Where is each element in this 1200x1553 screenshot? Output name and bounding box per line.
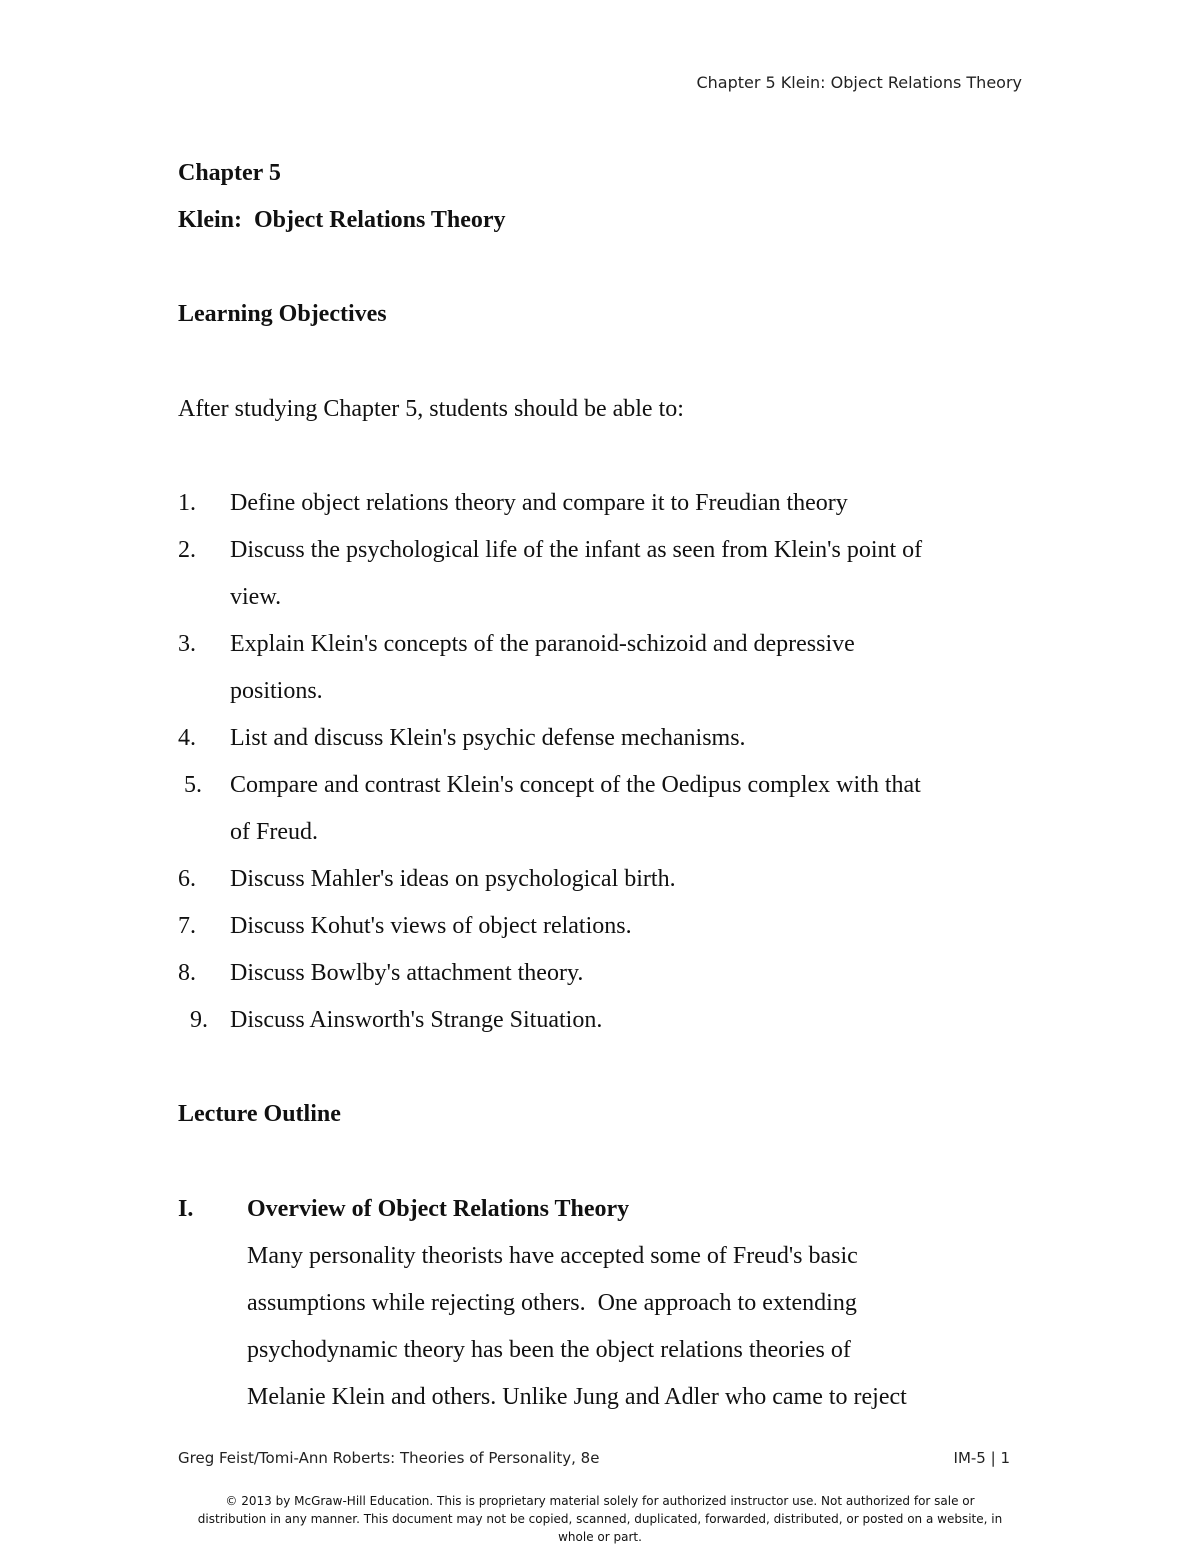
objective-number: 7. bbox=[178, 913, 196, 939]
footer-page-number: IM-5 | 1 bbox=[953, 1449, 1010, 1467]
objective-text: Compare and contrast Klein's concept of the Oedipus complex with that bbox=[230, 772, 921, 798]
objective-number: 5. bbox=[178, 772, 202, 798]
copyright-line: distribution in any manner. This document may not be copied, scanned, duplicated, forwarded, distributed, or posted on a website, in bbox=[197, 1512, 1003, 1526]
section-title: Overview of Object Relations Theory bbox=[247, 1196, 630, 1222]
section-body-line: Many personality theorists have accepted some of Freud's basic bbox=[247, 1243, 858, 1269]
objective-text: Define object relations theory and compare it to Freudian theory bbox=[230, 490, 848, 516]
objective-text: Discuss Mahler's ideas on psychological birth. bbox=[230, 866, 676, 892]
objective-number: 9. bbox=[178, 1007, 208, 1033]
objective-text: Explain Klein's concepts of the paranoid-schizoid and depressive bbox=[230, 631, 855, 657]
chapter-title: Klein: Object Relations Theory bbox=[178, 207, 506, 233]
section-body-line: psychodynamic theory has been the object relations theories of bbox=[247, 1337, 851, 1363]
objective-text: positions. bbox=[230, 678, 323, 704]
objective-number: 4. bbox=[178, 725, 196, 751]
objective-number: 3. bbox=[178, 631, 196, 657]
objective-number: 1. bbox=[178, 490, 196, 516]
objective-text: Discuss the psychological life of the infant as seen from Klein's point of bbox=[230, 537, 923, 563]
copyright-notice bbox=[150, 1492, 1050, 1546]
objective-text: Discuss Kohut's views of object relations. bbox=[230, 913, 632, 939]
objective-text: view. bbox=[230, 584, 282, 610]
footer-book-title: Greg Feist/Tomi-Ann Roberts: Theories of Personality, 8e bbox=[178, 1449, 600, 1467]
copyright-line: © 2013 by McGraw-Hill Education. This is proprietary material solely for authorized instructor use. Not authorized for sale or bbox=[225, 1494, 975, 1508]
objective-number: 8. bbox=[178, 960, 196, 986]
section-body-line: Melanie Klein and others. Unlike Jung and Adler who came to reject bbox=[247, 1384, 907, 1410]
copyright-line: whole or part. bbox=[558, 1530, 642, 1544]
objectives-heading: Learning Objectives bbox=[178, 301, 387, 327]
objective-number: 6. bbox=[178, 866, 196, 892]
objective-number: 2. bbox=[178, 537, 196, 563]
objective-text: Discuss Ainsworth's Strange Situation. bbox=[230, 1007, 603, 1033]
section-number: I. bbox=[178, 1196, 194, 1222]
outline-heading: Lecture Outline bbox=[178, 1101, 341, 1127]
objectives-intro: After studying Chapter 5, students should be able to: bbox=[178, 396, 684, 422]
running-header: Chapter 5 Klein: Object Relations Theory bbox=[696, 73, 1022, 92]
objective-text: List and discuss Klein's psychic defense mechanisms. bbox=[230, 725, 746, 751]
chapter-number: Chapter 5 bbox=[178, 160, 281, 186]
section-body-line: assumptions while rejecting others. One approach to extending bbox=[247, 1290, 857, 1316]
objective-text: of Freud. bbox=[230, 819, 318, 845]
objective-text: Discuss Bowlby's attachment theory. bbox=[230, 960, 584, 986]
